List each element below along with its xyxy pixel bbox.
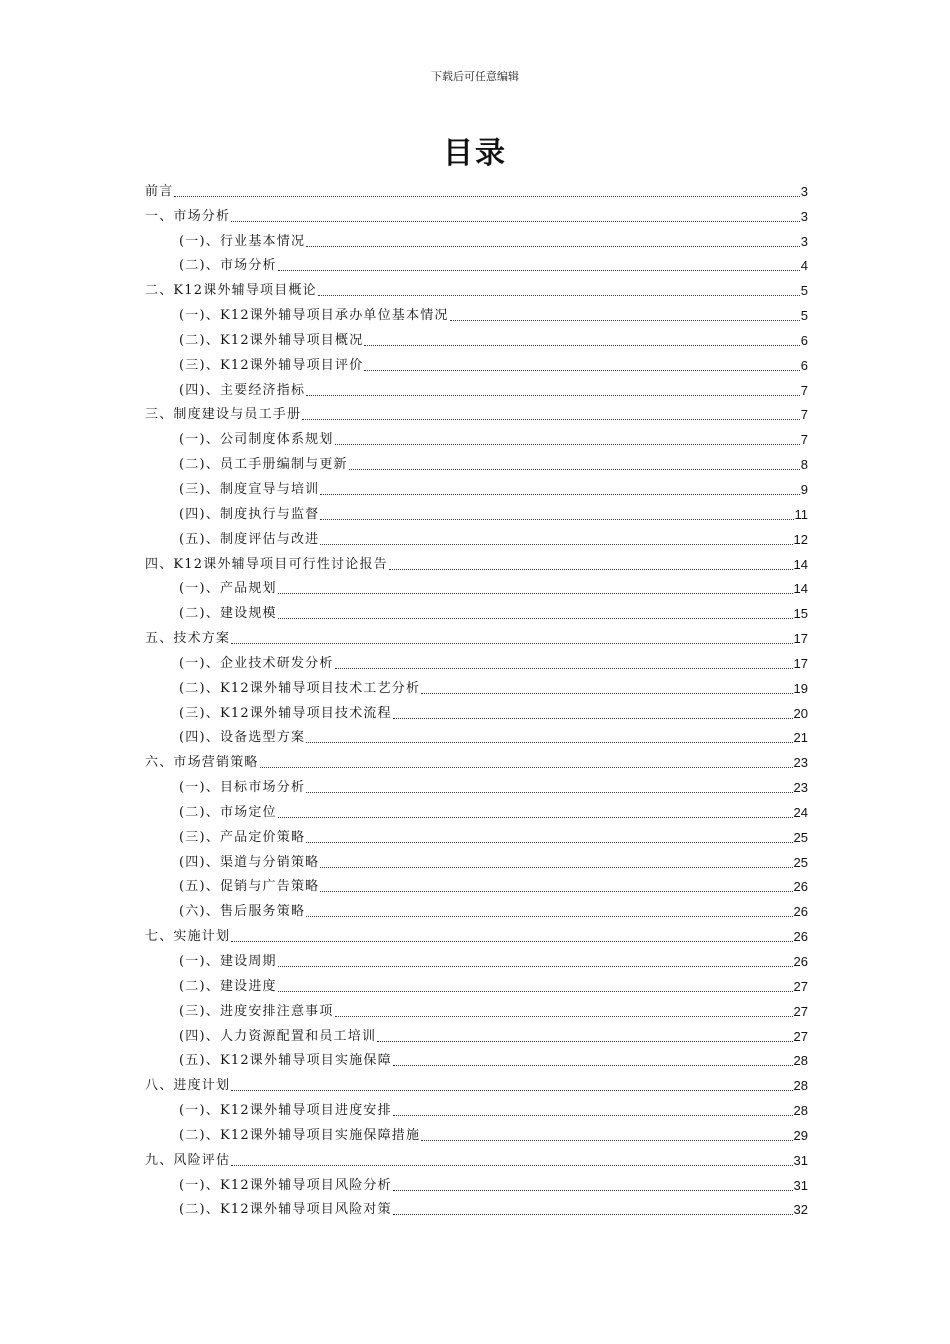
toc-entry-page: 7 <box>800 407 808 423</box>
toc-entry-page: 27 <box>793 978 808 994</box>
toc-entry[interactable] <box>145 574 808 599</box>
toc-entry-page: 27 <box>793 1003 808 1019</box>
toc-entry-page: 21 <box>793 730 808 746</box>
toc-entry-title: (一)、K12课外辅导项目风险分析 <box>179 1177 392 1193</box>
toc-entry-title: 前言 <box>145 183 174 199</box>
toc-entry[interactable] <box>145 524 808 549</box>
toc-entry-title: (一)、K12课外辅导项目承办单位基本情况 <box>179 308 449 324</box>
toc-dot-leader <box>320 493 799 495</box>
toc-entry-title: (二)、K12课外辅导项目风险对策 <box>179 1202 392 1218</box>
toc-dot-leader <box>450 319 800 321</box>
toc-entry-title: (三)、产品定价策略 <box>179 829 306 845</box>
toc-entry-title: (二)、市场分析 <box>179 258 277 274</box>
toc-entry[interactable] <box>145 300 808 325</box>
toc-entry[interactable] <box>145 176 808 201</box>
toc-entry-page: 6 <box>800 332 808 348</box>
table-of-contents <box>145 176 808 1219</box>
toc-entry-page: 14 <box>793 581 808 597</box>
toc-entry[interactable] <box>145 1170 808 1195</box>
toc-entry-page: 15 <box>793 606 808 622</box>
toc-entry-title: 八、进度计划 <box>145 1078 231 1094</box>
toc-entry-page: 3 <box>800 208 808 224</box>
toc-entry[interactable] <box>145 921 808 946</box>
toc-dot-leader <box>278 990 793 992</box>
toc-entry[interactable] <box>145 1046 808 1071</box>
toc-entry-page: 17 <box>793 631 808 647</box>
toc-dot-leader <box>320 518 793 520</box>
toc-dot-leader <box>393 1213 793 1215</box>
toc-dot-leader <box>393 717 793 719</box>
toc-dot-leader <box>320 543 792 545</box>
toc-entry-title: (二)、员工手册编制与更新 <box>179 457 348 473</box>
toc-dot-leader <box>306 741 792 743</box>
toc-entry-title: (一)、企业技术研发分析 <box>179 655 334 671</box>
toc-entry[interactable] <box>145 598 808 623</box>
toc-entry-page: 11 <box>794 506 808 522</box>
toc-entry-page: 23 <box>793 780 808 796</box>
toc-entry[interactable] <box>145 996 808 1021</box>
toc-entry[interactable] <box>145 1195 808 1220</box>
toc-entry[interactable] <box>145 499 808 524</box>
toc-dot-leader <box>377 1040 792 1042</box>
toc-entry[interactable] <box>145 400 808 425</box>
toc-entry-title: (二)、K12课外辅导项目实施保障措施 <box>179 1127 421 1143</box>
toc-entry-page: 29 <box>793 1127 808 1143</box>
toc-entry-title: (一)、行业基本情况 <box>179 233 306 249</box>
toc-entry[interactable] <box>145 772 808 797</box>
toc-dot-leader <box>320 890 792 892</box>
toc-entry-page: 25 <box>793 854 808 870</box>
toc-entry[interactable] <box>145 872 808 897</box>
toc-entry[interactable] <box>145 424 808 449</box>
toc-entry-page: 3 <box>800 183 808 199</box>
toc-dot-leader <box>278 816 793 818</box>
toc-entry[interactable] <box>145 275 808 300</box>
toc-entry-title: (二)、市场定位 <box>179 804 277 820</box>
toc-entry[interactable] <box>145 698 808 723</box>
toc-entry[interactable] <box>145 648 808 673</box>
toc-entry[interactable] <box>145 1070 808 1095</box>
toc-entry-page: 17 <box>793 655 808 671</box>
toc-dot-leader <box>306 394 800 396</box>
toc-entry-page: 5 <box>800 283 808 299</box>
toc-entry[interactable] <box>145 673 808 698</box>
toc-entry-title: 七、实施计划 <box>145 929 231 945</box>
toc-entry[interactable] <box>145 971 808 996</box>
toc-entry-title: (二)、K12课外辅导项目概况 <box>179 332 364 348</box>
toc-dot-leader <box>306 841 792 843</box>
toc-entry-title: (一)、产品规划 <box>179 581 277 597</box>
toc-entry-page: 31 <box>793 1152 808 1168</box>
toc-entry-page: 7 <box>800 382 808 398</box>
toc-entry-title: (一)、K12课外辅导项目进度安排 <box>179 1103 392 1119</box>
toc-dot-leader <box>393 1189 793 1191</box>
toc-dot-leader <box>306 791 792 793</box>
toc-entry[interactable] <box>145 747 808 772</box>
toc-entry[interactable] <box>145 1145 808 1170</box>
header-note: 下载后可任意编辑 <box>431 70 519 83</box>
toc-dot-leader <box>278 592 793 594</box>
toc-dot-leader <box>393 1064 793 1066</box>
toc-dot-leader <box>349 468 800 470</box>
toc-dot-leader <box>231 220 800 222</box>
toc-entry[interactable] <box>145 549 808 574</box>
toc-entry-title: (五)、制度评估与改进 <box>179 531 320 547</box>
toc-entry-page: 4 <box>800 258 808 274</box>
toc-entry-title: (二)、建设规模 <box>179 606 277 622</box>
toc-entry-page: 26 <box>793 929 808 945</box>
toc-entry-title: (四)、主要经济指标 <box>179 382 306 398</box>
toc-dot-leader <box>335 1015 793 1017</box>
toc-entry-title: (二)、K12课外辅导项目技术工艺分析 <box>179 680 421 696</box>
toc-dot-leader <box>231 642 792 644</box>
toc-entry[interactable] <box>145 847 808 872</box>
toc-entry-title: 四、K12课外辅导项目可行性讨论报告 <box>145 556 388 572</box>
toc-entry-title: (四)、人力资源配置和员工培训 <box>179 1028 377 1044</box>
toc-dot-leader <box>364 369 799 371</box>
toc-entry-page: 7 <box>800 432 808 448</box>
toc-entry-page: 25 <box>793 829 808 845</box>
toc-entry-title: (四)、设备选型方案 <box>179 730 306 746</box>
toc-entry-title: (三)、制度宣导与培训 <box>179 481 320 497</box>
toc-dot-leader <box>231 1164 792 1166</box>
toc-dot-leader <box>231 940 792 942</box>
toc-entry-title: 六、市场营销策略 <box>145 755 259 771</box>
toc-dot-leader <box>389 568 793 570</box>
toc-entry-title: (四)、制度执行与监督 <box>179 506 320 522</box>
toc-dot-leader <box>421 692 792 694</box>
toc-dot-leader <box>278 269 800 271</box>
toc-entry-page: 20 <box>793 705 808 721</box>
toc-entry-page: 24 <box>793 804 808 820</box>
toc-entry[interactable] <box>145 1095 808 1120</box>
toc-entry-page: 26 <box>793 954 808 969</box>
toc-entry[interactable] <box>145 946 808 971</box>
toc-title: 目录 <box>443 136 507 171</box>
toc-entry-page: 28 <box>793 1103 808 1119</box>
toc-entry[interactable] <box>145 350 808 375</box>
toc-entry[interactable] <box>145 797 808 822</box>
toc-entry-page: 14 <box>793 556 808 572</box>
toc-dot-leader <box>318 294 800 296</box>
toc-dot-leader <box>278 965 793 967</box>
toc-entry[interactable] <box>145 375 808 400</box>
toc-entry[interactable] <box>145 226 808 251</box>
toc-entry-title: 二、K12课外辅导项目概论 <box>145 283 317 299</box>
toc-entry-page: 26 <box>793 879 808 895</box>
toc-entry[interactable] <box>145 449 808 474</box>
toc-entry-page: 28 <box>793 1053 808 1069</box>
toc-entry-page: 19 <box>793 680 808 696</box>
toc-entry-page: 32 <box>793 1202 808 1218</box>
toc-entry-page: 12 <box>793 531 808 547</box>
toc-dot-leader <box>393 1114 793 1116</box>
toc-entry[interactable] <box>145 896 808 921</box>
toc-entry-page: 28 <box>793 1078 808 1094</box>
toc-entry[interactable] <box>145 1021 808 1046</box>
toc-entry[interactable] <box>145 623 808 648</box>
toc-entry-title: 三、制度建设与员工手册 <box>145 407 302 423</box>
toc-entry-title: (三)、K12课外辅导项目评价 <box>179 357 364 373</box>
toc-entry-page: 3 <box>800 233 808 249</box>
toc-entry-title: (二)、建设进度 <box>179 978 277 994</box>
toc-entry-page: 8 <box>800 457 808 473</box>
toc-entry-title: (三)、K12课外辅导项目技术流程 <box>179 705 392 721</box>
toc-entry-title: (一)、公司制度体系规划 <box>179 432 334 448</box>
toc-entry[interactable] <box>145 474 808 499</box>
toc-dot-leader <box>306 245 800 247</box>
toc-entry[interactable] <box>145 201 808 226</box>
toc-dot-leader <box>302 418 800 420</box>
toc-entry-title: (四)、渠道与分销策略 <box>179 854 320 870</box>
toc-entry[interactable] <box>145 325 808 350</box>
toc-entry-title: 一、市场分析 <box>145 208 231 224</box>
toc-entry-title: (五)、促销与广告策略 <box>179 879 320 895</box>
toc-entry-title: (一)、目标市场分析 <box>179 780 306 796</box>
toc-entry[interactable] <box>145 822 808 847</box>
toc-entry-page: 23 <box>793 755 808 771</box>
toc-entry-page: 9 <box>800 481 808 497</box>
toc-entry-title: 九、风险评估 <box>145 1152 231 1168</box>
toc-entry-page: 5 <box>800 308 808 324</box>
toc-dot-leader <box>421 1139 792 1141</box>
toc-entry[interactable] <box>145 251 808 276</box>
toc-entry-title: (五)、K12课外辅导项目实施保障 <box>179 1053 392 1069</box>
toc-entry-page: 26 <box>793 904 808 920</box>
toc-dot-leader <box>278 617 793 619</box>
toc-entry-title: (一)、建设周期 <box>179 954 277 969</box>
toc-dot-leader <box>320 866 792 868</box>
toc-entry-page: 6 <box>800 357 808 373</box>
toc-entry-title: 五、技术方案 <box>145 631 231 647</box>
toc-dot-leader <box>335 443 800 445</box>
toc-entry[interactable] <box>145 723 808 748</box>
toc-entry-title: (三)、进度安排注意事项 <box>179 1003 334 1019</box>
toc-dot-leader <box>335 667 793 669</box>
toc-entry[interactable] <box>145 1120 808 1145</box>
toc-entry-title: (六)、售后服务策略 <box>179 904 306 920</box>
toc-dot-leader <box>174 195 799 197</box>
toc-dot-leader <box>260 766 793 768</box>
toc-entry-page: 27 <box>793 1028 808 1044</box>
toc-entry-page: 31 <box>793 1177 808 1193</box>
toc-dot-leader <box>364 344 799 346</box>
toc-dot-leader <box>231 1089 792 1091</box>
toc-dot-leader <box>306 915 792 917</box>
